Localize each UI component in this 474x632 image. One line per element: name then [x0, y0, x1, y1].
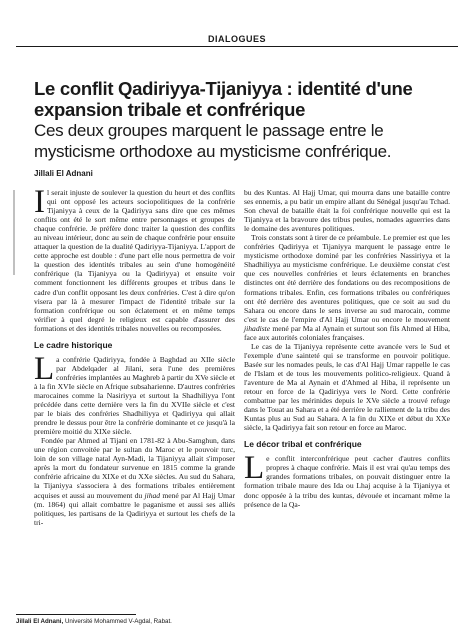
article-title: Le conflit Qadiriyya-Tijaniyya : identité d'une expansion tribale et confrérique — [34, 78, 413, 120]
paragraph-constats — [244, 233, 450, 342]
paragraph-qadiriyya — [34, 350, 235, 437]
right-column — [244, 188, 450, 509]
p2-text: Fondée par Ahmed al Tijani en 1781-82 à Abu-Samghun, dans une région convoitée par le sultan du Maroc et le pouvoir turc, loin de son village natal Ayn-Madi, la Tijaniyya allait s'imposer après la mort du fondateur survenue en 1815 comme la grande confrérie africaine du XIXe et du XXe siècles. Au sud du Sahara, la Tijaniyya s'associera à des formations tribales entièrement acquises et aussi au mouvement du — [34, 436, 235, 500]
intro-dropcap: I — [34, 184, 45, 220]
p4-text: e conflit interconfrérique peut cacher d'autres conflits propres à chaque confrérie. Mais il est vrai qu'au temps des grandes formations tribales, on pouvait distinguer entre la formation tribale maure des Ida ou Lhaj acquise à la Tijaniyya et donc opposée à la tribu des kuntas, dévouée et incarnant même la présence de la Qa- — [244, 454, 450, 509]
article-subtitle: Ces deux groupes marquent le passage entre le mysticisme orthodoxe au mysticisme confrérique. — [34, 121, 392, 161]
p1-dropcap: L — [34, 350, 55, 387]
intro-paragraph — [34, 184, 235, 333]
p1-text: a confrérie Qadiriyya, fondée à Baghdad au XIIe siècle par Abdelqader al Jilani, sera l'une des premières confréries implantées au Maghreb à partir du XVe siècle et à la fin XVIe siècle en Afrique subsaharienne. D'autres confréries marocaines comme la Nasiriyya et surtout la Shadhiliyya l'ont précédée dans cette dernière vers la fin du XVIIe siècle et c'est par le biais des confréries Shadhiliyya et Qadiriyya qui allait prendre le dessus pour être la confrérie dominante et ce jusqu'à la première moitié du XIXe siècle. — [34, 354, 235, 437]
heading-decor-tribal: Le décor tribal et confrérique — [244, 439, 362, 450]
article-author: Jillali El Adnani — [34, 169, 93, 178]
header-rule — [16, 46, 458, 47]
left-column — [34, 184, 235, 527]
intro-text: l serait injuste de soulever la question du heurt et des conflits qui ont opposé les acteurs sociopolitiques de la confrérie Tijaniyya à ceux de la Qadiriyya sans dire que ces mêmes conflits ont été le sort même entre personnages et groupes de chaque confrérie. Je préfère donc traiter la question des conflits au niveau intérieur, donc au sein de chaque confrérie pour ensuite attaquer la question de la dualité Qadiriyya-Tijaniyya. L'apport de cette approche est double : d'une part elle nous permettra de voir la question des identités tribales au sein d'une homogénéité confrérique (la Tijaniyya ou la Qadiriyya) et ensuite voir comment fonctionnent les différents groupes et tribus dans le cadre d'un conflit opposant les deux confréries. C'est à dire qu'on visera par là à mesurer l'impact de l'identité tribale sur la formation confrérique ou son éclatement et en même temps vérifier à quel degré le religieux est capable d'assurer des formations et des identités tribales nouvelles ou recomposées. — [34, 188, 235, 333]
p2-emphasis: jihad — [144, 490, 161, 500]
paragraph-tijaniyya — [34, 436, 235, 526]
footer-author: Jillali El Adnani, — [16, 618, 64, 625]
rp2-text: Trois constats sont à tirer de ce préambule. Le premier est que les confréries Qadiriyya et Tijaniyya marquent le passage entre le mysticisme orthodoxe dominé par les confréries Nassiriyya et la Shadhiliyya au mysticisme confrérique. Le deuxième constat c'est que ces nouvelles confréries et leurs éclatements en branches distinctes ont été derrière des fondations ou des recompositions de formations tribales. Enfin, ces formations tribales ou confrériques ont été derrière des aventures politiques, que ce soit au sud du Sahara ou encore dans le sens inverse au sud marocain, comme c'est le cas de l'empire d'Al Hajj Umar ou encore le mouvement — [244, 233, 450, 324]
section-label: DIALOGUES — [207, 34, 266, 44]
rp2-emphasis: jihadiste — [244, 323, 271, 333]
footer-affiliation: Université Mohammed V-Agdal, Rabat. — [63, 618, 172, 625]
paragraph-cas-tijaniyya: Le cas de la Tijaniyya représente cette avancée vers le Sud et l'exemple d'une sainteté qui se transforme en pouvoir politique. Basée sur les nomades peuls, le cas d'Al Hajj Umar rappelle le cas de l'Islam et de tous les mouvements politico-religieux. Quand à l'aventure de Ma al Aynain et d'Ahmed al Hiba, il représente un retour en force de la Qadiriyya vers le Nord. Cette confrérie combattue par les mérinides depuis le XVe siècle a trouvé refuge dans le Touat au Sahara et a été derrière le ralliement de la tribu des Kuntas plus au Sud au Sahara. A la fin du XIXe et début du XXe siècle, la Qadiriyya fait son retour en force au Maroc. — [244, 341, 450, 433]
paragraph-conflit — [244, 450, 450, 509]
footer-rule — [16, 614, 136, 615]
footer-note — [16, 618, 172, 625]
p2-tail: mené par Al Hajj Umar (m. 1864) qui allait combattre le paganisme et aussi ses alliés politiques, les partisans de la Qadiriyya et surtout les chefs de la tri- — [34, 490, 235, 527]
margin-rule — [13, 190, 15, 275]
paragraph-kuntas: bu des Kuntas. Al Hajj Umar, qui mourra dans une bataille contre ses ennemis, a pu batir un empire allant du Sénégal jusqu'au Tchad. Son cheval de bataille était la foi confrérique nouvelle qui est la Tijaniyya et la bravoure des tribus peules, nomades aguerries dans le domaine des aventures politiques. — [244, 188, 450, 234]
p4-dropcap: L — [244, 450, 265, 487]
heading-cadre-historique: Le cadre historique — [34, 339, 113, 350]
rp2-tail: mené par Ma al Aynain et surtout son fils Ahmed al Hiba, face aux autorités coloniales françaises. — [244, 323, 450, 342]
